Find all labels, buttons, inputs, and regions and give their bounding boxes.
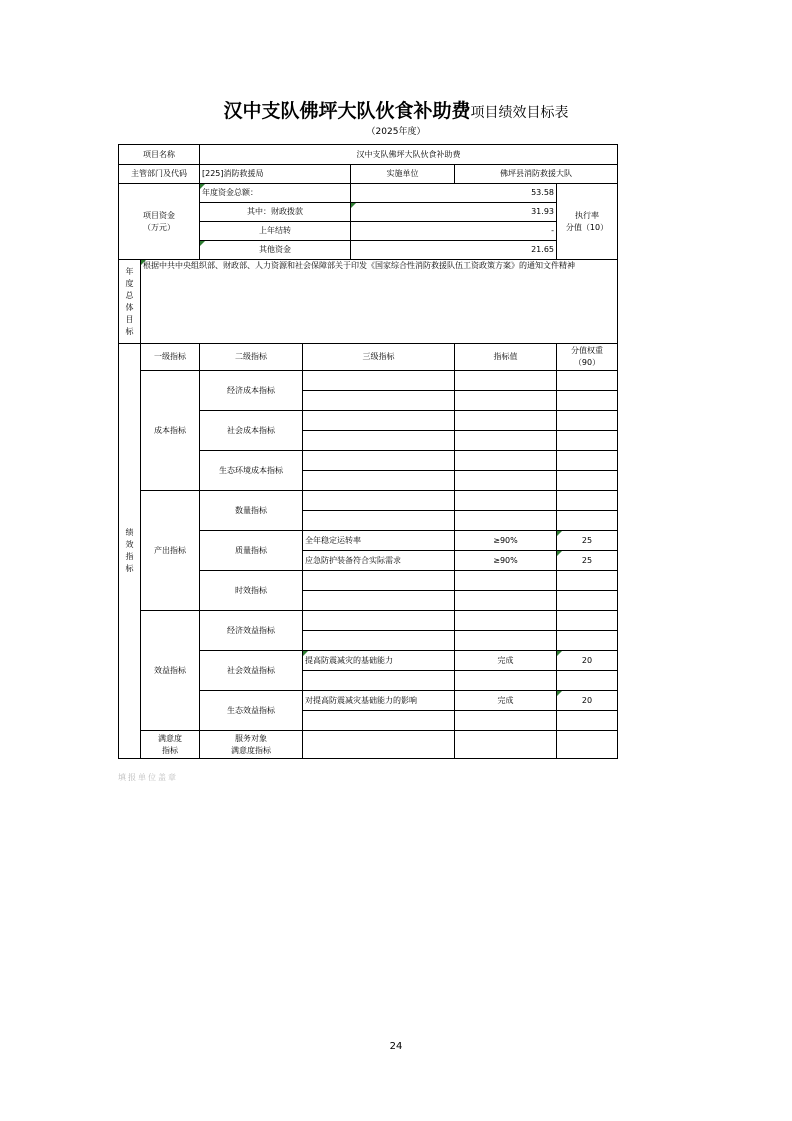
value-carryover: - bbox=[351, 222, 557, 241]
value-total-funds: 53.58 bbox=[351, 184, 557, 203]
label-perf: 绩 效 指 标 bbox=[119, 344, 141, 759]
indicator-weight-s1: 20 bbox=[557, 651, 618, 671]
document-title bbox=[0, 96, 792, 123]
value-fiscal: 31.93 bbox=[351, 203, 557, 222]
row-indicator-header bbox=[119, 344, 618, 371]
year-label: （2025年度） bbox=[366, 127, 426, 137]
label-impl-unit: 实施单位 bbox=[351, 165, 455, 184]
title-suffix: 项目绩效目标表 bbox=[470, 105, 569, 121]
value-department: [225]消防救援局 bbox=[200, 165, 351, 184]
indicator-value-q1: ≥90% bbox=[455, 531, 557, 551]
indicator-value-s1: 完成 bbox=[455, 651, 557, 671]
indicator-weight-q2: 25 bbox=[557, 551, 618, 571]
indicator-value-e1: 完成 bbox=[455, 691, 557, 711]
row-annual-goal bbox=[119, 260, 618, 344]
level1-cost: 成本指标 bbox=[141, 371, 200, 491]
level2-timeliness: 时效指标 bbox=[200, 571, 303, 611]
row-satisfaction bbox=[119, 731, 618, 759]
level1-output: 产出指标 bbox=[141, 491, 200, 611]
label-fiscal: 其中：财政拨款 bbox=[200, 203, 351, 222]
level2-social-cost: 社会成本指标 bbox=[200, 411, 303, 451]
row-project-name bbox=[119, 145, 618, 165]
table-row bbox=[119, 491, 618, 511]
page-number: 24 bbox=[389, 1041, 403, 1052]
indicator-name-q2: 应急防护装备符合实际需求 bbox=[303, 551, 455, 571]
level2-service: 服务对象 满意度指标 bbox=[200, 731, 303, 759]
header-level3: 三级指标 bbox=[303, 344, 455, 371]
level1-satisfaction: 满意度 指标 bbox=[141, 731, 200, 759]
label-total-funds: 年度资金总额： bbox=[200, 184, 351, 203]
row-department bbox=[119, 165, 618, 184]
label-annual-goal: 年 度 总 体 目 标 bbox=[119, 260, 141, 344]
level2-eco-cost: 生态环境成本指标 bbox=[200, 451, 303, 491]
level2-quality: 质量指标 bbox=[200, 531, 303, 571]
indicator-value-q2: ≥90% bbox=[455, 551, 557, 571]
indicator-weight-e1: 20 bbox=[557, 691, 618, 711]
header-level1: 一级指标 bbox=[141, 344, 200, 371]
level2-social-benefit: 社会效益指标 bbox=[200, 651, 303, 691]
value-other: 21.65 bbox=[351, 241, 557, 260]
label-other: 其他资金 bbox=[200, 241, 351, 260]
value-impl-unit: 佛坪县消防救援大队 bbox=[455, 165, 618, 184]
label-project-name: 项目名称 bbox=[119, 145, 200, 165]
table-row bbox=[119, 371, 618, 391]
level2-econ-benefit: 经济效益指标 bbox=[200, 611, 303, 651]
label-exec-rate: 执行率 分值（10） bbox=[557, 184, 618, 260]
level2-eco-benefit: 生态效益指标 bbox=[200, 691, 303, 731]
title-main: 汉中支队佛坪大队伙食补助费 bbox=[223, 100, 471, 122]
performance-target-table bbox=[118, 144, 618, 759]
table-row bbox=[119, 611, 618, 631]
label-department: 主管部门及代码 bbox=[119, 165, 200, 184]
indicator-name-q1: 全年稳定运转率 bbox=[303, 531, 455, 551]
indicator-weight-q1: 25 bbox=[557, 531, 618, 551]
header-weight: 分值权重 （90） bbox=[557, 344, 618, 371]
label-funds: 项目资金 （万元） bbox=[119, 184, 200, 260]
level2-quantity: 数量指标 bbox=[200, 491, 303, 531]
level2-econ-cost: 经济成本指标 bbox=[200, 371, 303, 411]
header-level2: 二级指标 bbox=[200, 344, 303, 371]
indicator-name-e1: 对提高防震减灾基础能力的影响 bbox=[303, 691, 455, 711]
value-project-name: 汉中支队佛坪大队伙食补助费 bbox=[200, 145, 618, 165]
indicator-name-s1: 提高防震减灾的基础能力 bbox=[303, 651, 455, 671]
header-value: 指标值 bbox=[455, 344, 557, 371]
value-annual-goal: 根据中共中央组织部、财政部、人力资源和社会保障部关于印发《国家综合性消防救援队伍工资政策方案》的通知文件精神 bbox=[141, 260, 618, 344]
faint-footer-text: 填报单位盖章 bbox=[118, 773, 178, 782]
row-total-funds bbox=[119, 184, 618, 203]
label-carryover: 上年结转 bbox=[200, 222, 351, 241]
level1-benefit: 效益指标 bbox=[141, 611, 200, 731]
